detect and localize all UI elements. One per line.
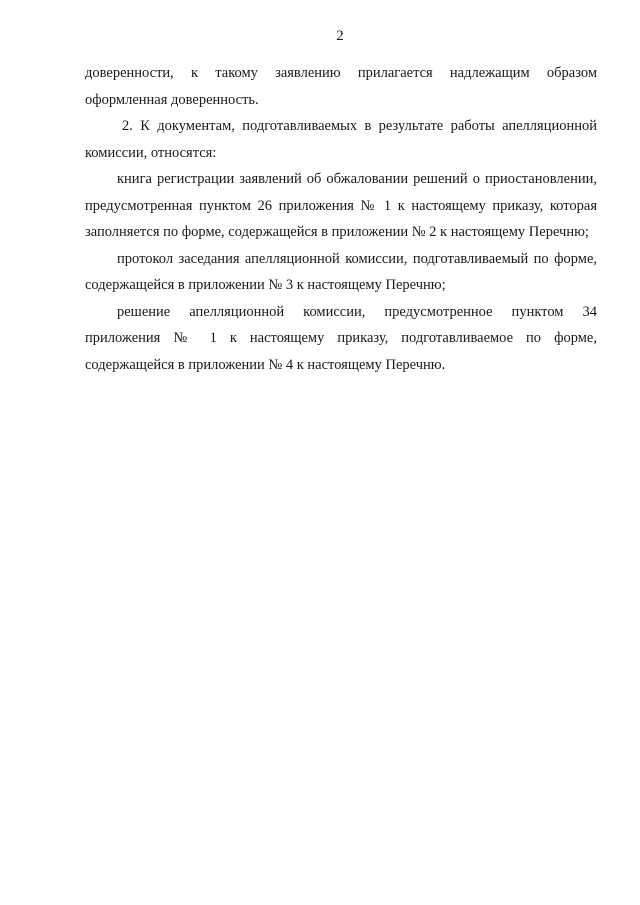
paragraph-item-2: 2. К документам, подготавливаемых в результате работы апелляционной комиссии, относятся: (85, 118, 597, 161)
document-body (85, 60, 597, 378)
paragraph-commission-decision: решение апелляционной комиссии, предусмотренное пунктом 34 приложения № 1 к настоящему приказу, подготавливаемое по форме, содержащейся в приложении № 4 к настоящему Перечню. (85, 303, 597, 373)
paragraph-registration-book: книга регистрации заявлений об обжаловании решений о приостановлении, предусмотренная пунктом 26 приложения № 1 к настоящему приказу, которая заполняется по форме, содержащейся в приложении № 2 к настоящему Перечню; (85, 171, 597, 240)
page-number: 2 (336, 28, 344, 44)
paragraph-meeting-protocol: протокол заседания апелляционной комиссии, подготавливаемый по форме, содержащейся в приложении № 3 к настоящему Перечню; (85, 250, 597, 293)
paragraph-continuation: доверенности, к такому заявлению прилагается надлежащим образом оформленная доверенность. (85, 65, 597, 108)
